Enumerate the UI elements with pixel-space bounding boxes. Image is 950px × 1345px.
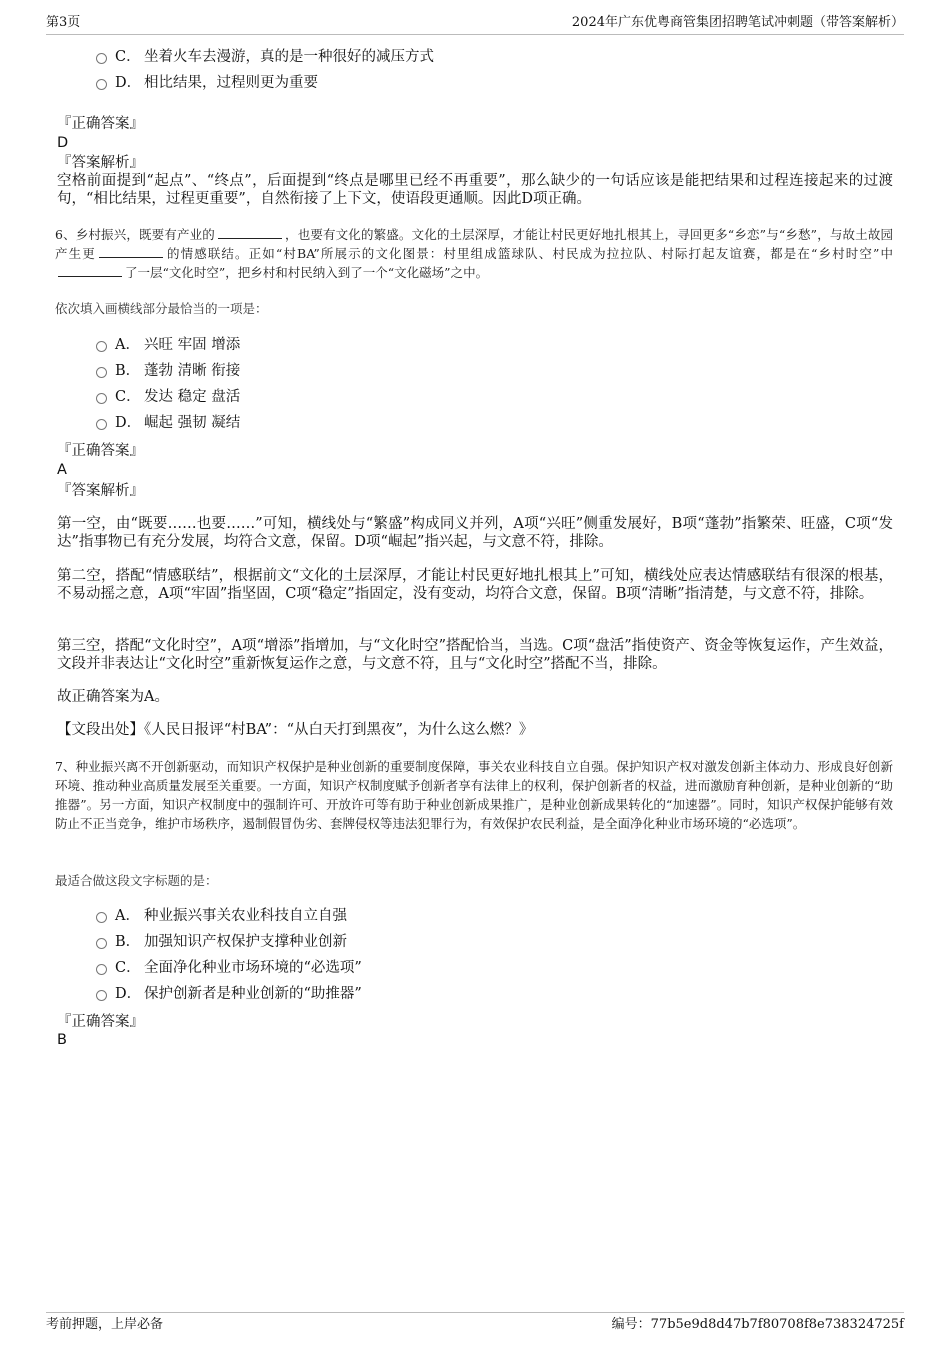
q7-answer-label: 『正确答案』 — [57, 1014, 144, 1030]
q6-prompt: 依次填入画横线部分最恰当的一项是： — [55, 301, 268, 316]
option-letter: A． — [115, 908, 140, 924]
option-letter: B． — [115, 934, 141, 950]
radio-icon[interactable] — [96, 912, 107, 923]
radio-icon[interactable] — [96, 419, 107, 430]
option-text: 相比结果，过程则更为重要 — [144, 75, 318, 91]
option-letter: D． — [115, 415, 142, 431]
fill-blank — [58, 264, 122, 277]
radio-icon[interactable] — [96, 79, 107, 90]
fill-blank — [218, 226, 282, 239]
q6-question-text — [55, 225, 893, 282]
q6-answer-label: 『正确答案』 — [57, 443, 144, 459]
option-text: 兴旺 牢固 增添 — [144, 337, 241, 353]
option-letter: D． — [115, 75, 142, 91]
q6-answer: A — [57, 462, 67, 478]
q6-analysis-label: 『答案解析』 — [57, 483, 144, 499]
q7-answer: B — [57, 1032, 67, 1048]
radio-icon[interactable] — [96, 367, 107, 378]
q5-analysis-label: 『答案解析』 — [57, 155, 144, 171]
q7-question-text: 7、种业振兴离不开创新驱动，而知识产权保护是种业创新的重要制度保障，事关农业科技自立自强。保护知识产权对激发创新主体动力、形成良好创新环境、推动种业高质量发展至关重要。一方面，知识产权制度赋予创新者享有法律上的权利，保护创新者的权益，进而激励育种创新，是种业创新的“助推器”。另一方面，知识产权制度中的强制许可、开放许可等有助于种业创新成果推广，是种业创新成果转化的“加速器”。同时，知识产权保护能够有效防止不正当竞争，维护市场秩序，遏制假冒伪劣、套牌侵权等违法犯罪行为，有效保护农民利益，是全面净化种业市场环境的“必选项”。 — [55, 759, 893, 831]
option-text: 加强知识产权保护支撑种业创新 — [144, 934, 347, 950]
radio-icon[interactable] — [96, 393, 107, 404]
q6-analysis-paragraph-2: 第二空，搭配“情感联结”，根据前文“文化的土层深厚，才能让村民更好地扎根其上”可知，横线处应表达情感联结有很深的根基，不易动摇之意，A项“牢固”指坚固，C项“稳定”指固定，没有变动，均符合文意，保留。B项“清晰”指清楚，与文意不符，排除。 — [57, 568, 893, 602]
page-footer — [46, 1312, 904, 1335]
radio-icon[interactable] — [96, 53, 107, 64]
page-header — [46, 14, 904, 35]
footer-slogan: 考前押题，上岸必备 — [46, 1317, 164, 1332]
option-letter: C． — [115, 49, 141, 65]
document-title: 2024年广东优粤商管集团招聘笔试冲刺题（带答案解析） — [571, 15, 904, 30]
radio-icon[interactable] — [96, 964, 107, 975]
option-text: 全面净化种业市场环境的“必选项” — [144, 960, 362, 976]
q6-text-part: 6、乡村振兴，既要有产业的 — [55, 227, 215, 242]
option-text: 蓬勃 清晰 衔接 — [144, 363, 241, 379]
option-text: 种业振兴事关农业科技自立自强 — [144, 908, 347, 924]
radio-icon[interactable] — [96, 341, 107, 352]
option-letter: C． — [115, 960, 141, 976]
q7-prompt: 最适合做这段文字标题的是： — [55, 873, 218, 888]
q6-analysis-conclusion: 故正确答案为A。 — [57, 689, 169, 705]
option-text: 崛起 强韧 凝结 — [144, 415, 241, 431]
radio-icon[interactable] — [96, 990, 107, 1001]
q6-text-part: ，也要有文化的繁盛。文化的土层深厚，才能让村民更好地扎根其上，寻回更多“乡恋”与“乡愁”，与故土故园产生更 — [55, 227, 893, 261]
q5-answer: D — [57, 135, 69, 151]
q5-answer-label: 『正确答案』 — [57, 116, 144, 132]
option-letter: C． — [115, 389, 141, 405]
q6-analysis-paragraph-1: 第一空，由“既要……也要……”可知，横线处与“繁盛”构成同义并列，A项“兴旺”侧重发展好，B项“蓬勃”指繁荣、旺盛，C项“发达”指事物已有充分发展，均符合文意，保留。D项“崛起”指兴起，与文意不符，排除。 — [57, 516, 893, 550]
option-letter: A． — [115, 337, 140, 353]
radio-icon[interactable] — [96, 938, 107, 949]
option-text: 坐着火车去漫游，真的是一种很好的减压方式 — [144, 49, 434, 65]
option-letter: D． — [115, 986, 142, 1002]
q6-source: 【文段出处】《人民日报评“村BA”：“从白天打到黑夜”，为什么这么燃？》 — [57, 722, 534, 738]
q6-text-part: 了一层“文化时空”，把乡村和村民纳入到了一个“文化磁场”之中。 — [125, 265, 489, 280]
q5-analysis: 空格前面提到“起点”、“终点”，后面提到“终点是哪里已经不再重要”，那么缺少的一句话应该是能把结果和过程连接起来的过渡句，“相比结果，过程更重要”，自然衔接了上下文，使语段更通顺。因此D项正确。 — [57, 173, 893, 207]
q6-analysis-paragraph-3: 第三空，搭配“文化时空”，A项“增添”指增加，与“文化时空”搭配恰当，当选。C项“盘活”指使资产、资金等恢复运作，产生效益，文段并非表达让“文化时空”重新恢复运作之意，与文意不符，且与“文化时空”搭配不当，排除。 — [57, 638, 893, 672]
option-letter: B． — [115, 363, 141, 379]
page-number: 第3页 — [46, 15, 81, 30]
document-code: 编号：77b5e9d8d47b7f80708f8e738324725f — [611, 1317, 904, 1332]
option-text: 保护创新者是种业创新的“助推器” — [144, 986, 362, 1002]
fill-blank — [99, 245, 163, 258]
option-text: 发达 稳定 盘活 — [144, 389, 241, 405]
q6-text-part: 的情感联结。正如“村BA”所展示的文化图景：村里组成篮球队、村民成为拉拉队、村际打起友谊赛，都是在“乡村时空”中 — [165, 246, 893, 261]
